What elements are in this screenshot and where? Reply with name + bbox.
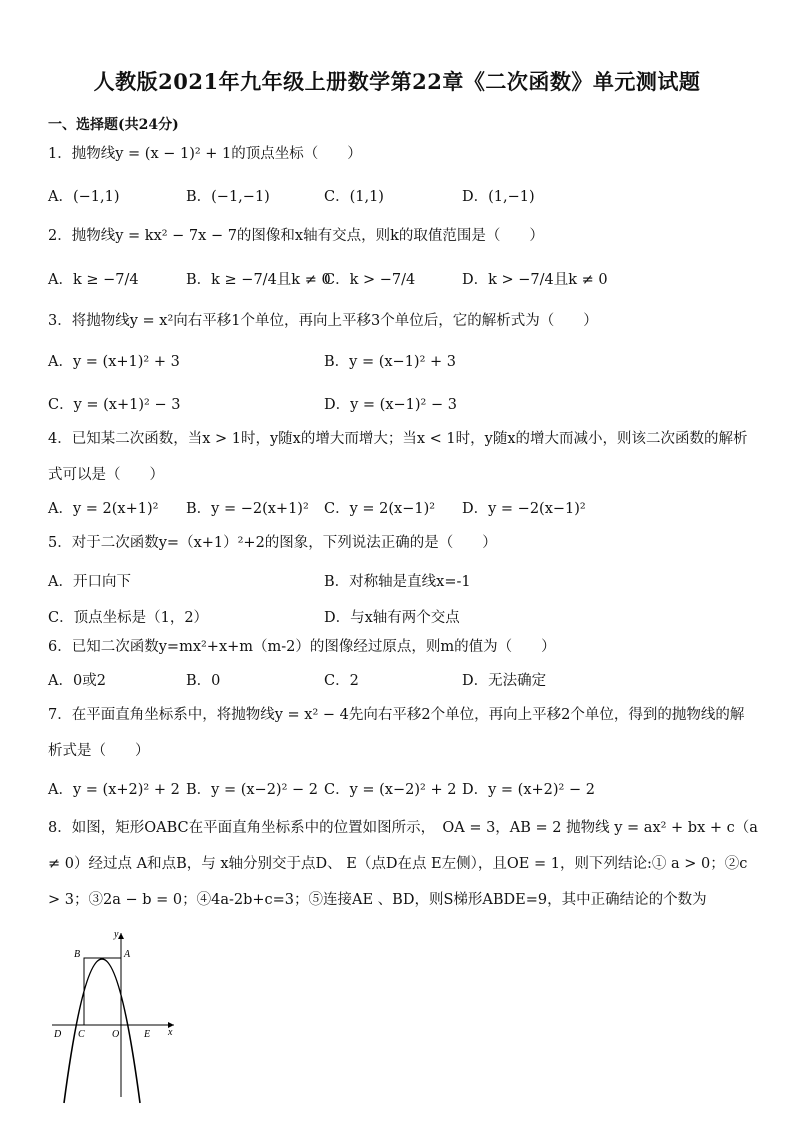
question-3-stem: 3．将抛物线y = x²向右平移1个单位，再向上平移3个单位后，它的解析式为（ ） [48, 313, 598, 329]
question-7-option-b[interactable]: B．y = (x−2)² − 2 [186, 782, 318, 798]
question-8-stem: 8．如图，矩形OABC在平面直角坐标系中的位置如图所示， OA = 3，AB = 2 抛物线 y = ax² + bx + c（a ≠ 0）经过点 A和点B，与 x轴分别交于点D、 E（点D在点 E左侧），且OE = 1，则下列结论:① a > 0；②c > 3；③2a − b = 0；④4a-2b+c=3；⑤连接AE 、BD，则S梯形ABDE=9，其中正确结论的个数为 [48, 820, 758, 908]
section-heading: 一、选择题(共24分) [48, 117, 179, 133]
question-5-option-d[interactable]: D．与x轴有两个交点 [324, 610, 460, 626]
page-title: 人教版2021年九年级上册数学第22章《二次函数》单元测试题 [93, 69, 701, 94]
question-2-stem: 2．抛物线y = kx² − 7x − 7的图像和x轴有交点，则k的取值范围是（ ） [48, 228, 544, 244]
question-4-stem: 4．已知某二次函数，当x > 1时，y随x的增大而增大；当x < 1时，y随x的增大而减小，则该二次函数的解析式可以是（ ） [48, 431, 748, 483]
question-5-option-c[interactable]: C．顶点坐标是（1，2） [48, 610, 209, 626]
question-7-option-c[interactable]: C．y = (x−2)² + 2 [324, 782, 457, 798]
label-e: E [144, 1029, 151, 1040]
question-4-option-a[interactable]: A．y = 2(x+1)² [48, 501, 159, 517]
rectangle-oabc [84, 958, 121, 1025]
y-axis-arrow [118, 933, 124, 939]
question-7-option-d[interactable]: D．y = (x+2)² − 2 [462, 782, 595, 798]
question-5-stem: 5．对于二次函数y=（x+1）²+2的图象，下列说法正确的是（ ） [48, 535, 497, 551]
question-5-option-b[interactable]: B．对称轴是直线x=-1 [324, 574, 471, 590]
question-2-option-c[interactable]: C．k > −7/4 [324, 272, 416, 288]
label-y: y [114, 929, 119, 940]
question-6-option-d[interactable]: D．无法确定 [462, 673, 547, 689]
label-b: B [74, 949, 81, 960]
question-4-option-d[interactable]: D．y = −2(x−1)² [462, 501, 586, 517]
question-6-stem: 6．已知二次函数y=mx²+x+m（m-2）的图像经过原点，则m的值为（ ） [48, 639, 556, 655]
question-1-option-a[interactable]: A．(−1,1) [48, 189, 120, 205]
parabola-figure [44, 925, 184, 1105]
question-2-option-a[interactable]: A．k ≥ −7/4 [48, 272, 139, 288]
question-3-option-b[interactable]: B．y = (x−1)² + 3 [324, 354, 456, 370]
question-3-option-c[interactable]: C．y = (x+1)² − 3 [48, 397, 181, 413]
question-7-stem: 7．在平面直角坐标系中，将抛物线y = x² − 4先向右平移2个单位，再向上平移2个单位，得到的抛物线的解析式是（ ） [48, 707, 745, 759]
question-4-option-b[interactable]: B．y = −2(x+1)² [186, 501, 309, 517]
parabola-curve [64, 959, 140, 1103]
question-2-option-d[interactable]: D．k > −7/4且k ≠ 0 [462, 272, 608, 288]
label-a: A [124, 949, 131, 960]
question-2-option-b[interactable]: B．k ≥ −7/4且k ≠ 0 [186, 272, 331, 288]
question-3-option-a[interactable]: A．y = (x+1)² + 3 [48, 354, 180, 370]
question-1-option-c[interactable]: C．(1,1) [324, 189, 384, 205]
label-c: C [78, 1029, 85, 1040]
question-1-stem: 1．抛物线y = (x − 1)² + 1的顶点坐标（ ） [48, 146, 362, 162]
question-7-option-a[interactable]: A．y = (x+2)² + 2 [48, 782, 180, 798]
label-d: D [54, 1029, 62, 1040]
label-o: O [112, 1029, 120, 1040]
question-3-option-d[interactable]: D．y = (x−1)² − 3 [324, 397, 457, 413]
question-1-option-d[interactable]: D．(1,−1) [462, 189, 535, 205]
question-4-option-c[interactable]: C．y = 2(x−1)² [324, 501, 436, 517]
question-6-option-a[interactable]: A．0或2 [48, 673, 106, 689]
question-6-option-c[interactable]: C．2 [324, 673, 359, 689]
question-5-option-a[interactable]: A．开口向下 [48, 574, 131, 590]
question-6-option-b[interactable]: B．0 [186, 673, 221, 689]
question-1-option-b[interactable]: B．(−1,−1) [186, 189, 270, 205]
label-x: x [168, 1027, 173, 1038]
